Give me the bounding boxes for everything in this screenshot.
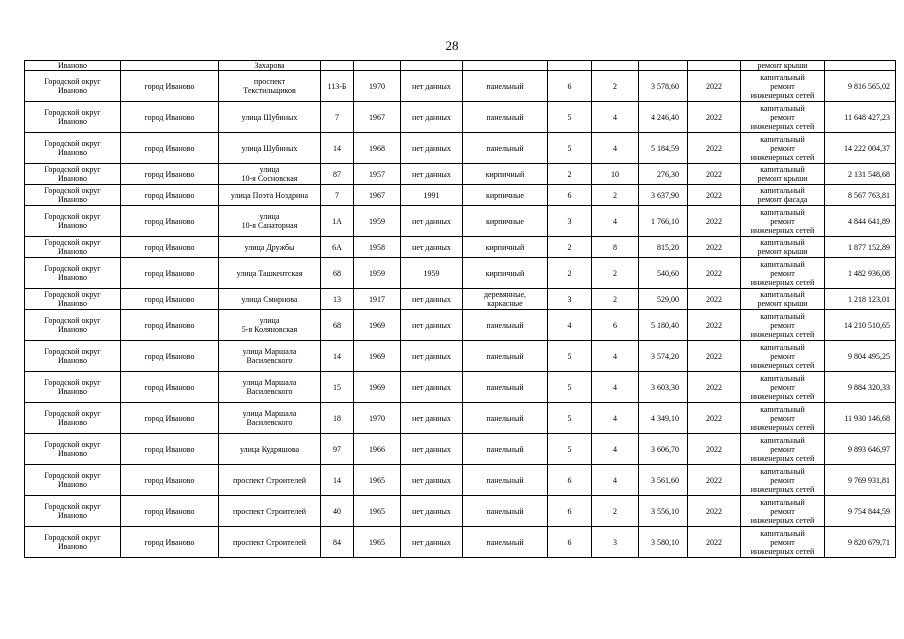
cell-area: 3 574,20 — [639, 341, 688, 372]
cell-street: улица Кудряшова — [219, 434, 321, 465]
cell-street: улица 10-я Сосновская — [219, 164, 321, 185]
cell-area: 4 246,40 — [639, 102, 688, 133]
cell-floors: 3 — [548, 289, 592, 310]
cell-wall-material: панельный — [463, 133, 548, 164]
cell-work-type: капитальный ремонт инженерных сетей — [741, 496, 825, 527]
cell-area: 5 180,40 — [639, 310, 688, 341]
cell-work-type: капитальный ремонт крыши — [741, 164, 825, 185]
cell-entrances: 2 — [592, 71, 639, 102]
cell-municipality: Городской округ Иваново — [25, 341, 121, 372]
cell-reconstruction-year: нет данных — [401, 341, 463, 372]
cell-plan-year: 2022 — [688, 185, 741, 206]
cell-work-type: капитальный ремонт инженерных сетей — [741, 133, 825, 164]
cell-area: 3 580,10 — [639, 527, 688, 558]
cell-reconstruction-year: нет данных — [401, 102, 463, 133]
cell-street: Захарова — [219, 61, 321, 71]
cell-floors: 5 — [548, 341, 592, 372]
table-body — [25, 61, 896, 558]
cell-plan-year: 2022 — [688, 164, 741, 185]
cell-reconstruction-year: нет данных — [401, 310, 463, 341]
cell-plan-year — [688, 61, 741, 71]
cell-area: 815,20 — [639, 237, 688, 258]
cell-reconstruction-year: нет данных — [401, 133, 463, 164]
table-row — [25, 496, 896, 527]
cell-floors: 6 — [548, 465, 592, 496]
cell-floors: 5 — [548, 372, 592, 403]
cell-street: улица 5-я Коляновская — [219, 310, 321, 341]
cell-cost: 8 567 763,81 — [825, 185, 896, 206]
cell-work-type: ремонт крыши — [741, 61, 825, 71]
cell-settlement: город Иваново — [121, 258, 219, 289]
table-row — [25, 206, 896, 237]
table-row — [25, 310, 896, 341]
cell-settlement: город Иваново — [121, 164, 219, 185]
cell-work-type: капитальный ремонт крыши — [741, 289, 825, 310]
cell-area: 3 603,30 — [639, 372, 688, 403]
cell-settlement: город Иваново — [121, 403, 219, 434]
cell-municipality: Городской округ Иваново — [25, 289, 121, 310]
cell-settlement — [121, 61, 219, 71]
cell-area: 276,30 — [639, 164, 688, 185]
cell-cost: 14 210 510,65 — [825, 310, 896, 341]
table-row — [25, 61, 896, 71]
cell-reconstruction-year: нет данных — [401, 372, 463, 403]
cell-build-year: 1969 — [354, 341, 401, 372]
cell-work-type: капитальный ремонт инженерных сетей — [741, 71, 825, 102]
cell-floors: 6 — [548, 185, 592, 206]
cell-plan-year: 2022 — [688, 496, 741, 527]
cell-settlement: город Иваново — [121, 102, 219, 133]
cell-reconstruction-year: нет данных — [401, 496, 463, 527]
cell-municipality: Городской округ Иваново — [25, 434, 121, 465]
cell-house-number: 1А — [321, 206, 354, 237]
cell-entrances — [592, 61, 639, 71]
cell-cost: 2 131 548,68 — [825, 164, 896, 185]
table-row — [25, 133, 896, 164]
cell-cost: 9 804 495,25 — [825, 341, 896, 372]
cell-plan-year: 2022 — [688, 372, 741, 403]
cell-floors: 2 — [548, 258, 592, 289]
cell-entrances: 4 — [592, 434, 639, 465]
cell-house-number — [321, 61, 354, 71]
table-row — [25, 403, 896, 434]
cell-wall-material: кирпичные — [463, 185, 548, 206]
cell-reconstruction-year — [401, 61, 463, 71]
cell-municipality: Городской округ Иваново — [25, 496, 121, 527]
cell-house-number: 87 — [321, 164, 354, 185]
cell-reconstruction-year: нет данных — [401, 289, 463, 310]
cell-floors: 6 — [548, 496, 592, 527]
cell-reconstruction-year: 1991 — [401, 185, 463, 206]
cell-cost — [825, 61, 896, 71]
cell-settlement: город Иваново — [121, 465, 219, 496]
cell-street: проспект Строителей — [219, 465, 321, 496]
cell-settlement: город Иваново — [121, 185, 219, 206]
cell-settlement: город Иваново — [121, 341, 219, 372]
cell-wall-material: панельный — [463, 341, 548, 372]
cell-reconstruction-year: 1959 — [401, 258, 463, 289]
cell-floors: 3 — [548, 206, 592, 237]
cell-settlement: город Иваново — [121, 237, 219, 258]
cell-settlement: город Иваново — [121, 310, 219, 341]
cell-house-number: 7 — [321, 185, 354, 206]
cell-area: 529,00 — [639, 289, 688, 310]
cell-house-number: 97 — [321, 434, 354, 465]
cell-house-number: 113-Б — [321, 71, 354, 102]
cell-street: улица Шубиных — [219, 133, 321, 164]
cell-wall-material: панельный — [463, 465, 548, 496]
cell-cost: 9 816 565,02 — [825, 71, 896, 102]
cell-build-year: 1958 — [354, 237, 401, 258]
cell-wall-material: панельный — [463, 102, 548, 133]
cell-wall-material: панельный — [463, 71, 548, 102]
cell-street: улица Шубиных — [219, 102, 321, 133]
cell-build-year: 1967 — [354, 102, 401, 133]
cell-settlement: город Иваново — [121, 206, 219, 237]
cell-build-year: 1965 — [354, 465, 401, 496]
cell-work-type: капитальный ремонт инженерных сетей — [741, 206, 825, 237]
cell-settlement: город Иваново — [121, 289, 219, 310]
cell-build-year: 1959 — [354, 258, 401, 289]
cell-build-year: 1969 — [354, 310, 401, 341]
cell-build-year: 1968 — [354, 133, 401, 164]
cell-build-year: 1966 — [354, 434, 401, 465]
cell-cost: 9 820 679,71 — [825, 527, 896, 558]
cell-work-type: капитальный ремонт инженерных сетей — [741, 434, 825, 465]
cell-house-number: 14 — [321, 341, 354, 372]
cell-wall-material: панельный — [463, 496, 548, 527]
cell-build-year: 1965 — [354, 496, 401, 527]
cell-municipality: Городской округ Иваново — [25, 527, 121, 558]
cell-house-number: 13 — [321, 289, 354, 310]
table-row — [25, 434, 896, 465]
cell-street: улица Маршала Василевского — [219, 403, 321, 434]
cell-cost: 9 769 931,81 — [825, 465, 896, 496]
cell-floors: 2 — [548, 237, 592, 258]
cell-plan-year: 2022 — [688, 403, 741, 434]
cell-street: улица Смирнова — [219, 289, 321, 310]
cell-house-number: 15 — [321, 372, 354, 403]
cell-street: проспект Строителей — [219, 496, 321, 527]
cell-plan-year: 2022 — [688, 258, 741, 289]
cell-entrances: 4 — [592, 341, 639, 372]
cell-settlement: город Иваново — [121, 527, 219, 558]
cell-work-type: капитальный ремонт инженерных сетей — [741, 465, 825, 496]
cell-build-year: 1957 — [354, 164, 401, 185]
cell-floors: 5 — [548, 102, 592, 133]
cell-wall-material: кирпичный — [463, 164, 548, 185]
cell-reconstruction-year: нет данных — [401, 403, 463, 434]
page-number: 28 — [445, 38, 459, 53]
cell-plan-year: 2022 — [688, 71, 741, 102]
cell-build-year: 1969 — [354, 372, 401, 403]
cell-plan-year: 2022 — [688, 434, 741, 465]
cell-work-type: капитальный ремонт инженерных сетей — [741, 341, 825, 372]
table-row — [25, 341, 896, 372]
cell-reconstruction-year: нет данных — [401, 434, 463, 465]
cell-build-year: 1970 — [354, 71, 401, 102]
table-row — [25, 185, 896, 206]
cell-entrances: 10 — [592, 164, 639, 185]
cell-cost: 1 482 936,08 — [825, 258, 896, 289]
cell-plan-year: 2022 — [688, 465, 741, 496]
cell-floors: 2 — [548, 164, 592, 185]
cell-settlement: город Иваново — [121, 496, 219, 527]
table-row — [25, 372, 896, 403]
cell-plan-year: 2022 — [688, 133, 741, 164]
cell-work-type: капитальный ремонт инженерных сетей — [741, 403, 825, 434]
cell-wall-material — [463, 61, 548, 71]
cell-area: 3 556,10 — [639, 496, 688, 527]
cell-work-type: капитальный ремонт инженерных сетей — [741, 258, 825, 289]
cell-reconstruction-year: нет данных — [401, 527, 463, 558]
cell-wall-material: деревянные, каркасные — [463, 289, 548, 310]
cell-build-year: 1967 — [354, 185, 401, 206]
cell-house-number: 68 — [321, 258, 354, 289]
cell-build-year: 1970 — [354, 403, 401, 434]
cell-cost: 11 648 427,23 — [825, 102, 896, 133]
cell-municipality: Городской округ Иваново — [25, 71, 121, 102]
cell-municipality: Городской округ Иваново — [25, 133, 121, 164]
cell-municipality: Городской округ Иваново — [25, 102, 121, 133]
cell-street: улица Дружбы — [219, 237, 321, 258]
table-row — [25, 465, 896, 496]
cell-municipality: Городской округ Иваново — [25, 310, 121, 341]
table-row — [25, 237, 896, 258]
table-row — [25, 527, 896, 558]
cell-house-number: 18 — [321, 403, 354, 434]
cell-municipality: Городской округ Иваново — [25, 258, 121, 289]
cell-street: проспект Строителей — [219, 527, 321, 558]
cell-wall-material: кирпичный — [463, 237, 548, 258]
cell-floors: 5 — [548, 403, 592, 434]
cell-reconstruction-year: нет данных — [401, 237, 463, 258]
cell-entrances: 8 — [592, 237, 639, 258]
cell-wall-material: кирпичные — [463, 206, 548, 237]
cell-plan-year: 2022 — [688, 527, 741, 558]
cell-floors — [548, 61, 592, 71]
cell-house-number: 7 — [321, 102, 354, 133]
cell-entrances: 2 — [592, 496, 639, 527]
cell-wall-material: панельный — [463, 403, 548, 434]
table-row — [25, 258, 896, 289]
cell-wall-material: кирпичный — [463, 258, 548, 289]
cell-entrances: 2 — [592, 289, 639, 310]
cell-municipality: Городской округ Иваново — [25, 164, 121, 185]
cell-area — [639, 61, 688, 71]
cell-house-number: 68 — [321, 310, 354, 341]
cell-area: 5 184,59 — [639, 133, 688, 164]
cell-street: улица Маршала Василевского — [219, 372, 321, 403]
cell-floors: 4 — [548, 310, 592, 341]
cell-settlement: город Иваново — [121, 434, 219, 465]
cell-plan-year: 2022 — [688, 310, 741, 341]
cell-area: 3 637,90 — [639, 185, 688, 206]
cell-settlement: город Иваново — [121, 372, 219, 403]
cell-municipality: Городской округ Иваново — [25, 465, 121, 496]
cell-reconstruction-year: нет данных — [401, 164, 463, 185]
cell-build-year: 1917 — [354, 289, 401, 310]
cell-cost: 14 222 004,37 — [825, 133, 896, 164]
cell-municipality: Городской округ Иваново — [25, 237, 121, 258]
cell-plan-year: 2022 — [688, 341, 741, 372]
cell-cost: 9 754 844,59 — [825, 496, 896, 527]
cell-area: 4 349,10 — [639, 403, 688, 434]
cell-build-year: 1959 — [354, 206, 401, 237]
cell-street: улица 10-я Санаторная — [219, 206, 321, 237]
cell-street: улица Маршала Василевского — [219, 341, 321, 372]
cell-plan-year: 2022 — [688, 102, 741, 133]
cell-house-number: 84 — [321, 527, 354, 558]
cell-house-number: 14 — [321, 465, 354, 496]
cell-area: 3 561,60 — [639, 465, 688, 496]
cell-reconstruction-year: нет данных — [401, 71, 463, 102]
cell-entrances: 4 — [592, 206, 639, 237]
cell-floors: 5 — [548, 434, 592, 465]
cell-work-type: капитальный ремонт крыши — [741, 237, 825, 258]
cell-area: 1 766,10 — [639, 206, 688, 237]
cell-street: проспект Текстильщиков — [219, 71, 321, 102]
cell-cost: 11 930 146,68 — [825, 403, 896, 434]
cell-floors: 6 — [548, 71, 592, 102]
cell-municipality: Городской округ Иваново — [25, 185, 121, 206]
cell-floors: 5 — [548, 133, 592, 164]
cell-wall-material: панельный — [463, 527, 548, 558]
cell-area: 540,60 — [639, 258, 688, 289]
cell-house-number: 6А — [321, 237, 354, 258]
cell-reconstruction-year: нет данных — [401, 465, 463, 496]
cell-municipality: Иваново — [25, 61, 121, 71]
cell-entrances: 4 — [592, 102, 639, 133]
cell-wall-material: панельный — [463, 310, 548, 341]
table-row — [25, 164, 896, 185]
cell-entrances: 4 — [592, 372, 639, 403]
cell-cost: 1 218 123,01 — [825, 289, 896, 310]
cell-municipality: Городской округ Иваново — [25, 403, 121, 434]
table-row — [25, 71, 896, 102]
cell-settlement: город Иваново — [121, 71, 219, 102]
cell-entrances: 2 — [592, 185, 639, 206]
cell-municipality: Городской округ Иваново — [25, 206, 121, 237]
cell-build-year: 1965 — [354, 527, 401, 558]
cell-cost: 4 844 641,89 — [825, 206, 896, 237]
table-row — [25, 289, 896, 310]
cell-entrances: 2 — [592, 258, 639, 289]
cell-plan-year: 2022 — [688, 206, 741, 237]
cell-work-type: капитальный ремонт инженерных сетей — [741, 527, 825, 558]
cell-municipality: Городской округ Иваново — [25, 372, 121, 403]
cell-reconstruction-year: нет данных — [401, 206, 463, 237]
cell-cost: 1 877 152,89 — [825, 237, 896, 258]
cell-plan-year: 2022 — [688, 237, 741, 258]
cell-settlement: город Иваново — [121, 133, 219, 164]
cell-wall-material: панельный — [463, 434, 548, 465]
cell-work-type: капитальный ремонт инженерных сетей — [741, 372, 825, 403]
cell-house-number: 40 — [321, 496, 354, 527]
cell-entrances: 3 — [592, 527, 639, 558]
table-row — [25, 102, 896, 133]
cell-work-type: капитальный ремонт инженерных сетей — [741, 102, 825, 133]
cell-area: 3 606,70 — [639, 434, 688, 465]
cell-street: улица Ташкентская — [219, 258, 321, 289]
cell-work-type: капитальный ремонт инженерных сетей — [741, 310, 825, 341]
cell-entrances: 4 — [592, 403, 639, 434]
cell-entrances: 4 — [592, 465, 639, 496]
cell-cost: 9 884 320,33 — [825, 372, 896, 403]
cell-work-type: капитальный ремонт фасада — [741, 185, 825, 206]
cell-entrances: 6 — [592, 310, 639, 341]
cell-house-number: 14 — [321, 133, 354, 164]
cell-floors: 6 — [548, 527, 592, 558]
cell-plan-year: 2022 — [688, 289, 741, 310]
cell-area: 3 578,60 — [639, 71, 688, 102]
cell-wall-material: панельный — [463, 372, 548, 403]
housing-repair-table — [24, 60, 896, 558]
cell-cost: 9 893 646,97 — [825, 434, 896, 465]
cell-street: улица Поэта Ноздрина — [219, 185, 321, 206]
cell-entrances: 4 — [592, 133, 639, 164]
cell-build-year — [354, 61, 401, 71]
